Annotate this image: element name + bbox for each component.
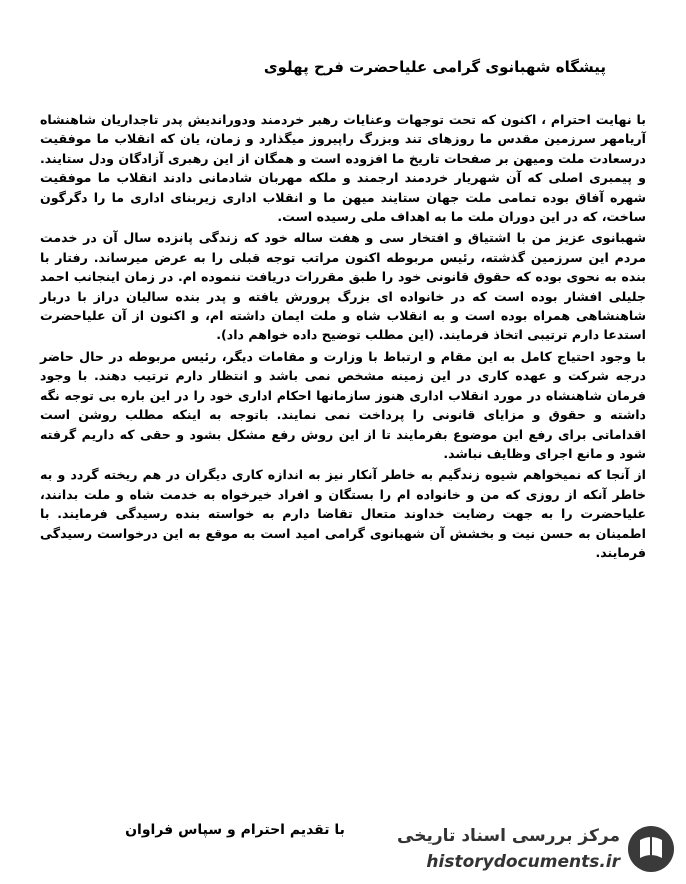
watermark-name: مرکز بررسی اسناد تاریخی: [397, 826, 620, 846]
letter-paragraph-1: با نهایت احترام ، اکنون که تحت توجهات وعنایات رهبر خردمند ودوراندیش پدر تاجداریان شاهنشاه آریامهر سرزمین مقدس ما روزهای تند وبزرگ راپیروز میگذارد و زمان، یان که انقلاب ما موفقیت درسعادت ملت ومیهن بر صفحات تاریخ ما افزوده است و همگان از این رهبری آزادگان ودل ستایند. و پیمبری اصلی که آن شهریار خردمند ارجمند و ملکه مهربان شادمانی دادند انقلاب ما موفقیت شهره آفاق بوده تمامی ملت جهان ستایند میهن ما و انقلاب اداری زیربنای اداری ما را دگرگون ساخت، که در این دوران ملت ما به اهداف ملی رسیده است.: [40, 112, 646, 225]
letter-paragraph-4: از آنجا که نمیخواهم شیوه زندگیم به خاطر آنکار نیز به اندازه کاری دیگران در هم ریخته گردد و به خاطر آنکه از روزی که من و خانواده ام را بستگان و افراد خیرخواه به خدمت شاه و ملت بدانند، علیاحضرت را به جهت رضایت خداوند متعال تقاضا دارم به خواسته بنده رسیدگی فرمایند. با اطمینان به حسن نیت و بخشش آن شهبانوی گرامی امید است به موقع به این درخواست رسیدگی فرمایند.: [40, 467, 646, 560]
letter-body: [40, 110, 646, 564]
letter-closing: با تقدیم احترام و سپاس فراوان: [125, 822, 345, 838]
letter-salutation: پیشگاه شهبانوی گرامی علیاحضرت فرح پهلوی: [263, 58, 606, 76]
watermark: [392, 820, 682, 880]
letter-paragraph-2: شهبانوی عزیز من با اشتیاق و افتخار سی و هفت ساله خود که زندگی پانزده سال آن در خدمت مردم این سرزمین گذشته، رئیس مربوطه اکنون مراتب توجه قبلی را به عرض میرساند. رفتار با بنده به نحوی بوده که حقوق قانونی خود را طبق مقررات دریافت ننموده ام. در زمان اینجانب احمد جلیلی افشار بوده است که در خانواده ای بزرگ پرورش یافته و پدر بنده سالیان دراز با دربار شاهنشاهی همراه بوده است و به انقلاب شاه و ملت ایمان داشته ام، و اکنون از آن علیاحضرت استدعا دارم ترتیبی اتخاذ فرمایند. (این مطلب توضیح داده خواهم داد).: [40, 230, 646, 343]
watermark-url[interactable]: historydocuments.ir: [426, 852, 620, 872]
letter-paragraph-3: با وجود احتیاج کامل به این مقام و ارتباط با وزارت و مقامات دیگر، رئیس مربوطه در حال حاضر درجه شرکت و عهده کاری در این زمینه مشخص نمی باشد و انتظار دارم ترتیب دهند. با وجود فرمان شاهنشاه در مورد انقلاب اداری هنوز سازمانها احکام اداری خود را در این باره بی توجه نگه داشته و حقوق و مزایای قانونی را پرداخت نمی نمایند. باتوجه به اینکه مطلب روشن است اقداماتی برای رفع این موضوع بفرمایند تا از این روش رفع مشکل بشود و حقی که داریم گرفته شود و مانع اجرای وظایف نباشد.: [40, 348, 646, 461]
archive-logo-icon: [626, 824, 676, 874]
